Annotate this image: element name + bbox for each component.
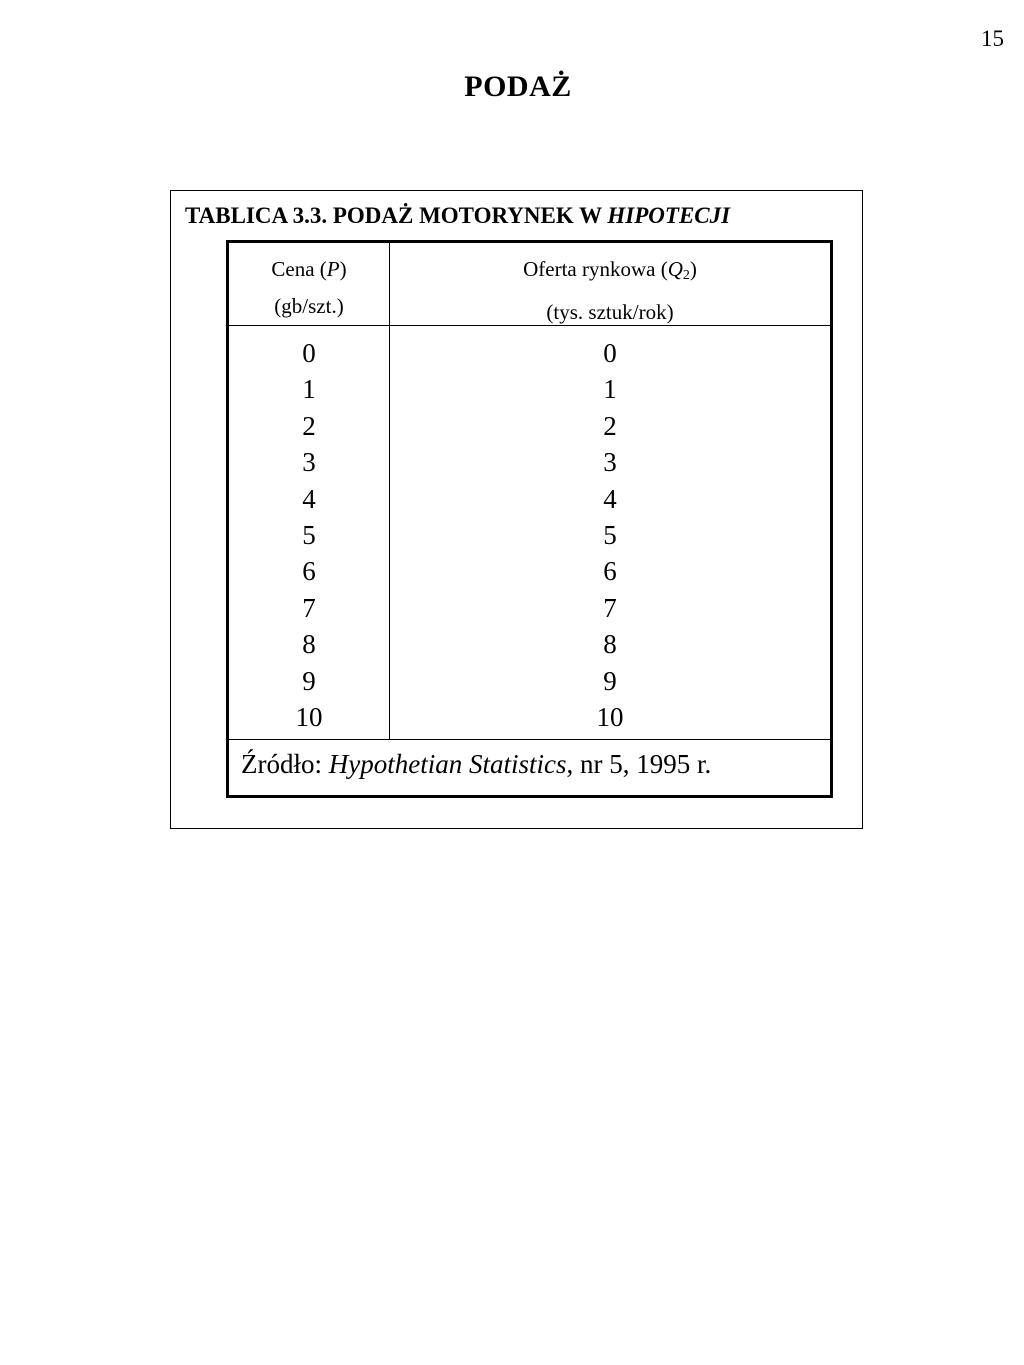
price-cell: 3 xyxy=(302,447,316,478)
quantity-cell: 6 xyxy=(603,556,617,587)
footer-rule xyxy=(229,739,830,740)
price-cell: 8 xyxy=(302,629,316,660)
price-cell: 7 xyxy=(302,592,316,623)
price-cell: 1 xyxy=(302,374,316,405)
price-cell: 6 xyxy=(302,556,316,587)
quantity-cell: 0 xyxy=(603,338,617,368)
quantity-values-column xyxy=(390,335,830,735)
page-number: 15 xyxy=(981,26,1004,51)
quantity-cell: 8 xyxy=(603,629,617,660)
quantity-symbol: Q xyxy=(667,257,683,281)
table-caption-main: TABLICA 3.3. PODAŻ MOTORYNEK W xyxy=(185,203,608,228)
quantity-cell: 4 xyxy=(603,483,617,514)
price-cell: 9 xyxy=(302,665,316,696)
price-header-suffix: ) xyxy=(339,257,347,281)
quantity-cell: 1 xyxy=(603,374,617,405)
price-cell: 0 xyxy=(302,338,316,368)
quantity-subscript: 2 xyxy=(682,268,690,283)
price-cell: 10 xyxy=(295,702,323,733)
price-header-unit: (gb/szt.) xyxy=(274,294,344,318)
supply-table xyxy=(226,240,833,798)
quantity-header-suffix: ) xyxy=(689,257,697,281)
quantity-header-unit: (tys. sztuk/rok) xyxy=(546,300,674,324)
quantity-cell: 9 xyxy=(603,665,617,696)
price-values-column xyxy=(229,335,389,735)
table-frame xyxy=(170,190,863,829)
table-caption xyxy=(185,203,730,229)
table-caption-italic: HIPOTECJI xyxy=(607,203,731,228)
price-column-header xyxy=(229,251,389,325)
source-title: Hypothetian Statistics xyxy=(328,749,567,779)
price-cell: 2 xyxy=(302,410,316,441)
price-cell: 5 xyxy=(302,520,316,551)
source-details: , nr 5, 1995 r. xyxy=(566,749,712,779)
quantity-cell: 7 xyxy=(603,592,617,623)
price-cell: 4 xyxy=(302,483,316,514)
quantity-column-header xyxy=(390,251,830,331)
quantity-header-prefix: Oferta rynkowa ( xyxy=(523,257,668,281)
price-symbol: P xyxy=(326,257,340,281)
table-source xyxy=(241,749,711,780)
source-label: Źródło: xyxy=(241,749,329,779)
price-header-prefix: Cena ( xyxy=(271,257,327,281)
quantity-header-label xyxy=(390,251,830,294)
quantity-cell: 3 xyxy=(603,447,617,478)
quantity-cell: 2 xyxy=(603,410,617,441)
price-header-label xyxy=(229,251,389,288)
quantity-cell: 10 xyxy=(596,702,624,733)
page-title: PODAŻ xyxy=(464,70,572,103)
quantity-cell: 5 xyxy=(603,520,617,551)
